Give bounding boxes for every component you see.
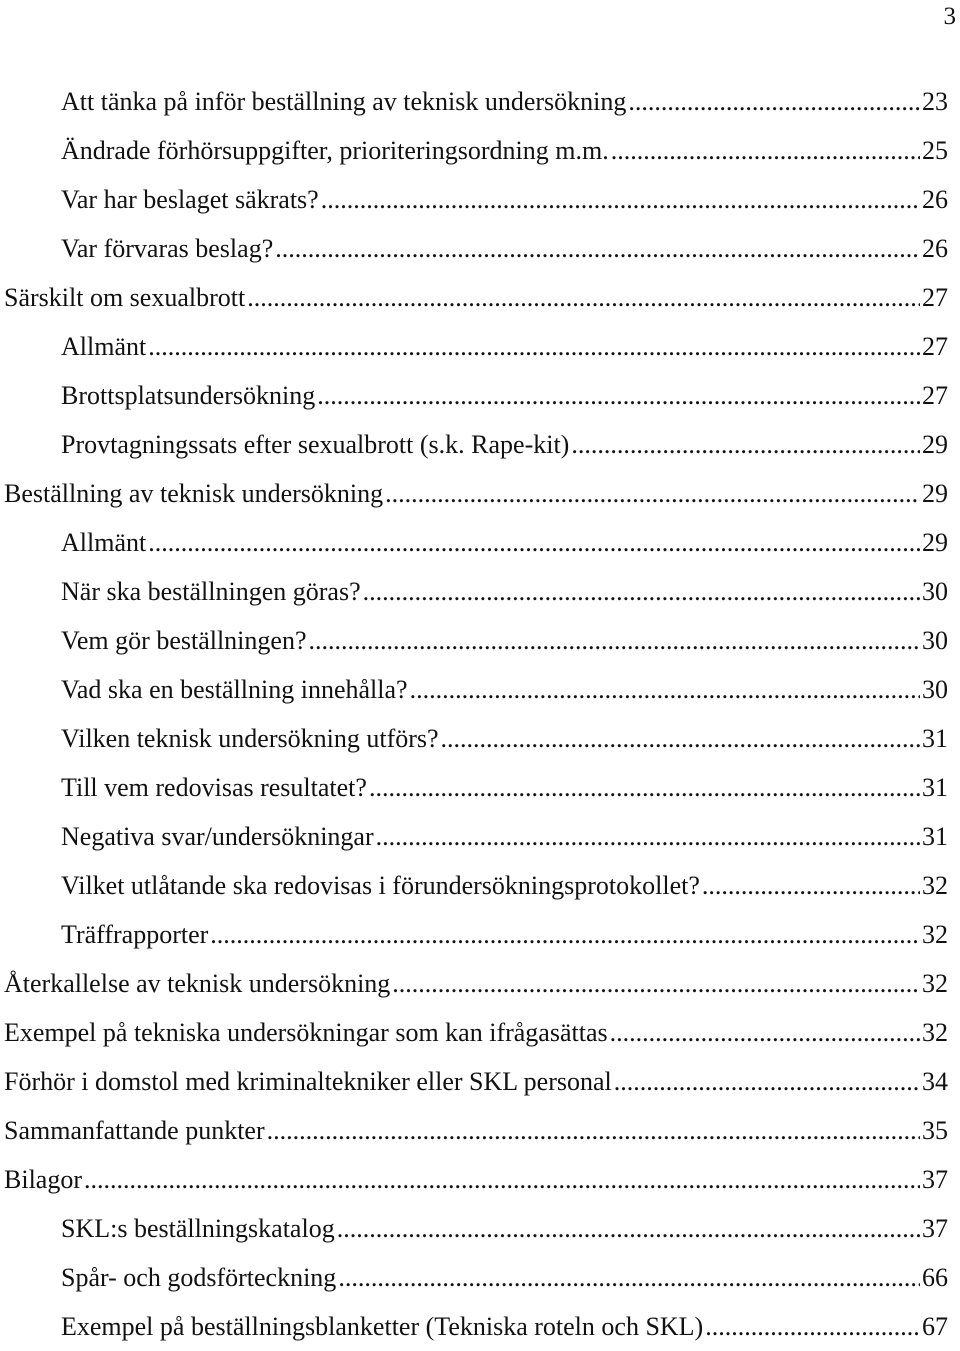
toc-entry-title: Exempel på beställningsblanketter (Tekniska roteln och SKL) bbox=[61, 1312, 704, 1341]
toc-entry[interactable] bbox=[4, 224, 948, 273]
toc-entry-title: Förhör i domstol med kriminaltekniker eller SKL personal bbox=[4, 1067, 612, 1096]
toc-entry-title: Till vem redovisas resultatet? bbox=[61, 773, 367, 802]
toc-entry-title: Att tänka på inför beställning av teknisk undersökning bbox=[61, 87, 627, 116]
toc-entry-page: 35 bbox=[922, 1116, 948, 1145]
toc-entry[interactable] bbox=[4, 126, 948, 175]
toc-entry[interactable] bbox=[4, 665, 948, 714]
toc-entry[interactable] bbox=[4, 518, 948, 567]
toc-entry-title: Var förvaras beslag? bbox=[61, 234, 274, 263]
toc-entry-page: 29 bbox=[922, 528, 948, 557]
toc-dot-leader bbox=[392, 959, 920, 1008]
toc-entry-title: Vilket utlåtande ska redovisas i förundersökningsprotokollet? bbox=[61, 871, 700, 900]
toc-entry-page: 34 bbox=[922, 1067, 948, 1096]
toc-entry-page: 32 bbox=[922, 1018, 948, 1047]
toc-entry-title: Provtagningssats efter sexualbrott (s.k. Rape-kit) bbox=[61, 430, 570, 459]
page-number: 3 bbox=[943, 3, 956, 30]
toc-entry-title: Ändrade förhörsuppgifter, prioriteringsordning m.m. bbox=[61, 136, 609, 165]
toc-entry[interactable] bbox=[4, 861, 948, 910]
toc-entry-title: Spår- och godsförteckning bbox=[61, 1263, 337, 1292]
toc-dot-leader bbox=[410, 665, 920, 714]
toc-entry-title: Vilken teknisk undersökning utförs? bbox=[61, 724, 439, 753]
toc-entry-page: 25 bbox=[922, 136, 948, 165]
toc-dot-leader bbox=[275, 224, 920, 273]
toc-entry-page: 67 bbox=[922, 1312, 948, 1341]
toc-entry-title: SKL:s beställningskatalog bbox=[61, 1214, 335, 1243]
toc-entry-title: Beställning av teknisk undersökning bbox=[4, 479, 384, 508]
toc-entry-title: Var har beslaget säkrats? bbox=[61, 185, 319, 214]
toc-entry-page: 26 bbox=[922, 234, 948, 263]
toc-entry-title: Allmänt bbox=[61, 332, 147, 361]
toc-dot-leader bbox=[84, 1155, 920, 1204]
toc-dot-leader bbox=[614, 1057, 920, 1106]
toc-entry-title: Vad ska en beställning innehålla? bbox=[61, 675, 408, 704]
toc-entry-title: Särskilt om sexualbrott bbox=[4, 283, 246, 312]
toc-dot-leader bbox=[376, 812, 920, 861]
toc-entry-page: 29 bbox=[922, 479, 948, 508]
toc-entry[interactable] bbox=[4, 763, 948, 812]
toc-entry-page: 26 bbox=[922, 185, 948, 214]
toc-dot-leader bbox=[247, 273, 920, 322]
toc-entry[interactable] bbox=[4, 714, 948, 763]
toc-entry-title: Återkallelse av teknisk undersökning bbox=[4, 969, 391, 998]
toc-entry-title: Träffrapporter bbox=[61, 920, 209, 949]
toc-entry-page: 27 bbox=[922, 381, 948, 410]
toc-entry[interactable] bbox=[4, 1155, 948, 1204]
toc-dot-leader bbox=[148, 322, 920, 371]
toc-dot-leader bbox=[267, 1106, 920, 1155]
toc-entry[interactable] bbox=[4, 1253, 948, 1302]
toc-dot-leader bbox=[338, 1253, 920, 1302]
toc-entry-title: Bilagor bbox=[4, 1165, 82, 1194]
toc-entry-page: 32 bbox=[922, 969, 948, 998]
toc-dot-leader bbox=[441, 714, 920, 763]
toc-entry-page: 30 bbox=[922, 577, 948, 606]
toc-entry-title: Exempel på tekniska undersökningar som kan ifrågasättas bbox=[4, 1018, 608, 1047]
toc-dot-leader bbox=[321, 175, 920, 224]
toc-entry-page: 27 bbox=[922, 283, 948, 312]
toc-entry-page: 32 bbox=[922, 871, 948, 900]
toc-entry-title: Allmänt bbox=[61, 528, 147, 557]
toc-entry[interactable] bbox=[4, 175, 948, 224]
toc-dot-leader bbox=[210, 910, 920, 959]
table-of-contents bbox=[4, 77, 948, 1351]
toc-entry[interactable] bbox=[4, 371, 948, 420]
toc-entry-page: 31 bbox=[922, 822, 948, 851]
toc-entry[interactable] bbox=[4, 420, 948, 469]
toc-dot-leader bbox=[337, 1204, 920, 1253]
toc-entry-title: Vem gör beställningen? bbox=[61, 626, 307, 655]
toc-entry-page: 31 bbox=[922, 773, 948, 802]
toc-entry[interactable] bbox=[4, 1057, 948, 1106]
toc-entry-page: 37 bbox=[922, 1165, 948, 1194]
toc-entry-title: Sammanfattande punkter bbox=[4, 1116, 265, 1145]
toc-entry-page: 30 bbox=[922, 675, 948, 704]
toc-entry[interactable] bbox=[4, 1106, 948, 1155]
toc-entry[interactable] bbox=[4, 469, 948, 518]
toc-dot-leader bbox=[369, 763, 920, 812]
toc-dot-leader bbox=[309, 616, 921, 665]
toc-entry[interactable] bbox=[4, 1008, 948, 1057]
toc-entry-page: 37 bbox=[922, 1214, 948, 1243]
toc-entry[interactable] bbox=[4, 77, 948, 126]
toc-entry[interactable] bbox=[4, 1204, 948, 1253]
toc-dot-leader bbox=[148, 518, 920, 567]
toc-dot-leader bbox=[317, 371, 920, 420]
toc-entry[interactable] bbox=[4, 959, 948, 1008]
toc-entry[interactable] bbox=[4, 273, 948, 322]
toc-entry[interactable] bbox=[4, 910, 948, 959]
toc-dot-leader bbox=[385, 469, 920, 518]
toc-entry[interactable] bbox=[4, 567, 948, 616]
toc-dot-leader bbox=[571, 420, 920, 469]
toc-entry-page: 27 bbox=[922, 332, 948, 361]
toc-dot-leader bbox=[628, 77, 920, 126]
toc-entry-title: Brottsplatsundersökning bbox=[61, 381, 316, 410]
toc-dot-leader bbox=[610, 1008, 920, 1057]
toc-entry-page: 31 bbox=[922, 724, 948, 753]
toc-entry[interactable] bbox=[4, 322, 948, 371]
toc-entry-title: När ska beställningen göras? bbox=[61, 577, 361, 606]
toc-entry-page: 66 bbox=[922, 1263, 948, 1292]
toc-entry[interactable] bbox=[4, 812, 948, 861]
toc-entry-page: 30 bbox=[922, 626, 948, 655]
toc-entry-page: 23 bbox=[922, 87, 948, 116]
toc-entry[interactable] bbox=[4, 616, 948, 665]
toc-dot-leader bbox=[363, 567, 920, 616]
toc-entry-page: 32 bbox=[922, 920, 948, 949]
toc-dot-leader bbox=[702, 861, 920, 910]
toc-entry-page: 29 bbox=[922, 430, 948, 459]
toc-entry-title: Negativa svar/undersökningar bbox=[61, 822, 374, 851]
toc-dot-leader bbox=[611, 126, 920, 175]
